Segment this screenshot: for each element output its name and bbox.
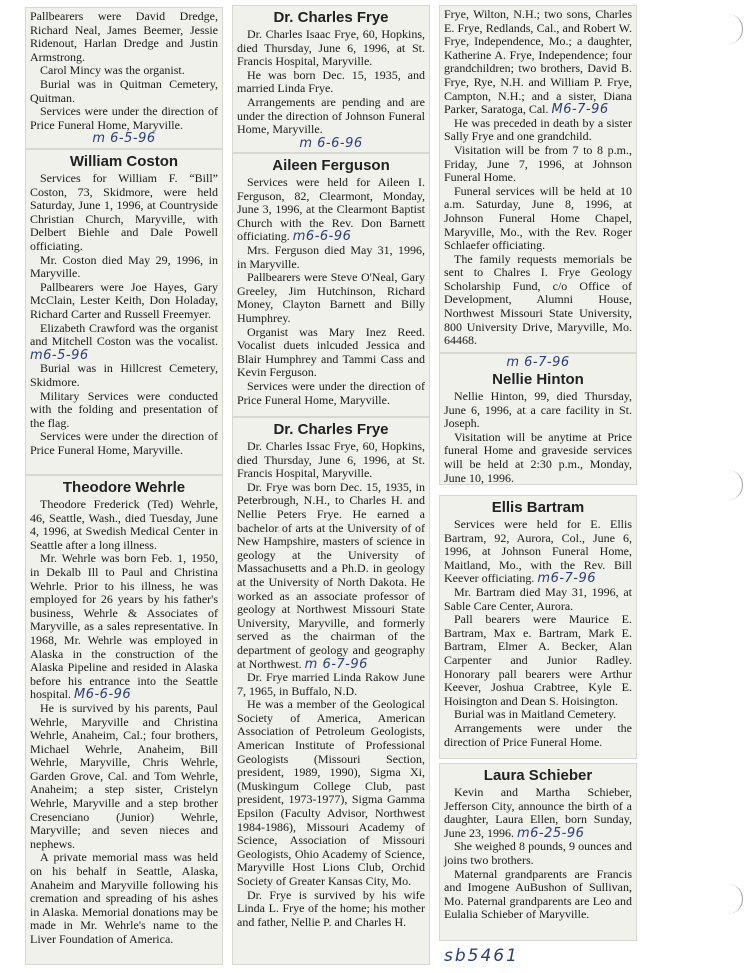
paragraph: Arrangements are pending and are under the direction of Johnson Funeral Home, Maryville. bbox=[237, 94, 425, 137]
paragraph: Theodore Frederick (Ted) Wehrle, 46, Seattle, Wash., died Tuesday, June 4, 1996, at Swedish Medical Center in Seattle after a long illness. bbox=[30, 497, 218, 552]
paragraph: Mr. Wehrle was born Feb. 1, 1950, in Dekalb Ill to Paul and Christina Wehrle. Prior to his illness, he was employed for 26 years by his father's business, Wehrle & Associates of Maryville, as a sales representative. In 1968, Mr. Wehrle was employed in Alaska in the construction of the Alaska Pipeline and resided in Alaska before his entrance into the Seattle hospital. M6-6-96 bbox=[30, 551, 218, 703]
paragraph: Burial was in Quitman Cemetery, Quitman. bbox=[30, 76, 218, 105]
obituary-theodore-wehrle bbox=[26, 476, 222, 964]
obituary-title: Aileen Ferguson bbox=[272, 157, 390, 174]
paragraph: Nellie Hinton, 99, died Thursday, June 6, 1996, at a care facility in St. Joseph. bbox=[444, 389, 632, 431]
handwritten-date: m6-6-96 bbox=[292, 229, 352, 245]
paragraph: A private memorial mass was held on his behalf in Seattle, Alaska, Anaheim and Maryville following his cremation and spreading of his ashes in Alaska. Memorial donations may be made in Mr. Wehrle's name to the Liver Foundation of America. bbox=[30, 850, 218, 946]
obituary-nellie-hinton bbox=[440, 354, 636, 484]
obituary-title: Nellie Hinton bbox=[492, 371, 584, 388]
paragraph: Kevin and Martha Schieber, Jefferson City, announce the birth of a daughter, Laura Ellen, born Sunday, June 23, 1996. m6-25-96 bbox=[444, 785, 632, 841]
obituary-aileen-ferguson bbox=[233, 154, 429, 416]
paragraph: Organist was Mary Inez Reed. Vocalist duets inlcuded Jessica and Blair Humphrey and Tammi Cass and Kevin Ferguson. bbox=[237, 324, 425, 380]
paragraph: Dr. Charles Isaac Frye, 60, Hopkins, died Thursday, June 6, 1996, at St. Francis Hospital, Maryville. bbox=[237, 27, 425, 69]
paragraph: Carol Mincy was the organist. bbox=[40, 63, 185, 78]
paragraph: Frye, Wilton, N.H.; two sons, Charles E. Frye, Redlands, Cal., and Robert W. Frye, Independence, Mo.; a daughter, Katherine A. Frye, Independence; four grandchildren; two brothers, David B. Frye, Rye, N.H. and William P. Frye, Campton, N.H.; and a sister, Diana Parker, Saratoga, Cal. M6-7-96 bbox=[444, 7, 632, 118]
paragraph: Dr. Frye was born Dec. 15, 1935, in Peterbrough, N.H., to Charles H. and Nellie Peters Frye. He earned a bachelor of arts at the University of of New Hampshire, masters of science in geology at the University of Massachusetts and a Ph.D. in geology at the University of North Dakota. He worked as an associate professor of geology at Northwest Missouri State University, Maryville, and formerly served as the chairman of the department of geology and geography at Northwest. m 6-7-96 bbox=[237, 479, 425, 672]
paragraph: Mr. Bartram died May 31, 1996, at Sable Care Center, Aurora. bbox=[444, 584, 632, 613]
obituary-william-coston bbox=[26, 150, 222, 474]
paragraph: Services were held for Aileen I. Ferguson, 82, Clearmont, Monday, June 3, 1996, at the Clearmont Baptist Church with the Rev. Don Barnett officiating. m6-6-96 bbox=[237, 175, 425, 245]
binder-hole-mark bbox=[728, 884, 743, 914]
archive-stamp: sb5461 bbox=[444, 946, 519, 966]
paragraph: Dr. Charles Issac Frye, 60, Hopkins, died Thursday, June 6, 1996, at St. Francis Hospital, Maryville. bbox=[237, 439, 425, 481]
paragraph: The family requests memorials be sent to Chalres I. Frye Geology Scholarship Fund, c/o Office of Development, Alumni House, Northwest Missouri State University, 800 University Drive, Maryville, Mo. 64468. bbox=[444, 251, 632, 348]
obituary-title: Dr. Charles Frye bbox=[273, 421, 389, 438]
paragraph: He was preceded in death by a sister Sally Frye and one grandchild. bbox=[444, 115, 632, 144]
paragraph: Pall bearers were Maurice E. Bartram, Max e. Bartram, Mark E. Bartram, Elmer A. Becker, Alan Carpenter and Junior Radley. Honorary pall bearers were Arthur Keever, Joshua Crabtree, Kyle E. Hoisington and Dean S. Hoisington. bbox=[444, 612, 632, 708]
paragraph: Mrs. Ferguson died May 31, 1996, in Maryville. bbox=[237, 242, 425, 271]
paragraph: He was a member of the Geological Society of America, American Association of Petroleum Geologists, American Institute of Professional Geologists (Missouri Section, president, 1989, 1990), Sigma Xi, (Muskingum College Club, past president, 1973-1977), Sigma Gamma Epsilon (Faculty Advisor, Northwest 1984-1986), Missouri Academy of Science, Association of Missouri Geologists, Ohio Academy of Science, Maryville Host Lions Club, Orchid Society of Greater Kansas City, Mo. bbox=[237, 697, 425, 888]
paragraph: Military Services were conducted with the folding and presentation of the flag. bbox=[30, 388, 218, 430]
obituary-title: William Coston bbox=[69, 153, 179, 170]
paragraph: Services were under the direction of Price Funeral Home, Maryville. bbox=[30, 104, 218, 132]
paragraph: Burial was in Maitland Cemetery. bbox=[454, 707, 617, 722]
obituary-ellis-bartram bbox=[440, 496, 636, 758]
paragraph: Services were under the direction of Price Funeral Home, Maryville. bbox=[237, 378, 425, 407]
obituary-charles-frye-continued bbox=[440, 6, 636, 352]
paragraph: Dr. Frye is survived by his wife Linda L. Frye of the home; his mother and father, Nellie P. and Charles H. bbox=[237, 887, 425, 929]
obituary-title: Dr. Charles Frye bbox=[273, 9, 389, 26]
paragraph: Pallbearers were David Dredge, Richard Neal, James Beemer, Jessie Ridenout, Harlan Dredge and Justin Armstrong. bbox=[30, 9, 218, 64]
paragraph: Services were held for E. Ellis Bartram, 92, Aurora, Col., June 6, 1996, at Johnson Funeral Home, Maitland, Mo., with the Rev. Bill Keever officiating. m6-7-96 bbox=[444, 517, 632, 587]
handwritten-date: m 6-7-96 bbox=[506, 355, 570, 370]
paragraph: He was born Dec. 15, 1935, and married Linda Frye. bbox=[237, 67, 425, 96]
paragraph: He is survived by his parents, Paul Wehrle, Maryville and Christina Wehrle, Anaheim, Cal.; four brothers, Michael Wehrle, Anaheim, Bill Wehrle, Maryville, Chris Wehrle, Garden Grove, Cal. and Tom Wehrle, Anaheim; a step sister, Cristelyn Wehrle, Maryville and a step brother Cresenciano (Junior) Wehrle, Maryville; and seven nieces and nephews. bbox=[30, 700, 218, 851]
obituary-title: Ellis Bartram bbox=[491, 499, 585, 516]
paragraph: Arrangements were under the direction of Price Funeral Home. bbox=[444, 720, 632, 749]
paragraph: Services were under the direction of Price Funeral Home, Maryville. bbox=[30, 429, 218, 457]
paragraph: Funeral services will be held at 10 a.m. Saturday, June 8, 1996, at Johnson Funeral Home Chapel, Maryville, Mo., with the Rev. Roger Schlaefer officiating. bbox=[444, 183, 632, 253]
announcement-title: Laura Schieber bbox=[483, 767, 593, 784]
paragraph: Pallbearers were Steve O'Neal, Gary Greeley, Jim Hutchinson, Richard Money, Clayton Barnett and Billy Humphrey. bbox=[237, 270, 425, 325]
paragraph: Elizabeth Crawford was the organist and Mitchell Coston was the vocalist. m6-5-96 bbox=[30, 320, 218, 363]
paragraph: Pallbearers were Joe Hayes, Gary McClain, Lester Keith, Don Holaday, Richard Carter and Russell Freemyer. bbox=[30, 279, 218, 321]
obituary-title: Theodore Wehrle bbox=[62, 479, 186, 496]
binder-hole-mark bbox=[728, 14, 743, 44]
handwritten-date: M6-6-96 bbox=[74, 687, 132, 703]
handwritten-date: m6-5-96 bbox=[30, 347, 89, 363]
handwritten-date: m6-25-96 bbox=[517, 825, 585, 841]
handwritten-date: M6-7-96 bbox=[551, 102, 609, 118]
handwritten-date: m 6-5-96 bbox=[92, 131, 156, 147]
paragraph: Mr. Coston died May 29, 1996, in Maryville. bbox=[30, 252, 218, 281]
obituary-charles-frye-full bbox=[233, 418, 429, 964]
obituary-charles-frye-short bbox=[233, 6, 429, 152]
paragraph: Services for William F. “Bill” Coston, 73, Skidmore, were held Saturday, June 1, 1996, at Countryside Christian Church, Maryville, with Delbert Biehle and Dale Powell officiating. bbox=[30, 171, 218, 253]
paragraph: She weighed 8 pounds, 9 ounces and joins two brothers. bbox=[444, 839, 632, 867]
paragraph: Visitation will be from 7 to 8 p.m., Friday, June 7, 1996, at Johnson Funeral Home. bbox=[444, 142, 632, 185]
paragraph: Dr. Frye married Linda Rakow June 7, 1965, in Buffalo, N.D. bbox=[237, 670, 425, 698]
birth-announcement-laura-schieber bbox=[440, 764, 636, 940]
binder-hole-mark bbox=[728, 470, 743, 500]
handwritten-date: m 6-6-96 bbox=[299, 135, 363, 151]
handwritten-date: m6-7-96 bbox=[537, 571, 597, 587]
paragraph: Visitation will be anytime at Price funeral Home and graveside services will be held at 2:30 p.m., Monday, June 10, 1996. bbox=[444, 429, 632, 484]
paragraph: Burial was in Hillcrest Cemetery, Skidmore. bbox=[30, 361, 218, 389]
clipping-top-fragment bbox=[26, 8, 222, 148]
handwritten-date: m 6-7-96 bbox=[304, 656, 368, 672]
paragraph: Maternal grandparents are Francis and Imogene AuBushon of Sullivan, Mo. Paternal grandparents are Leo and Eulalia Schieber of Maryville. bbox=[444, 866, 632, 922]
